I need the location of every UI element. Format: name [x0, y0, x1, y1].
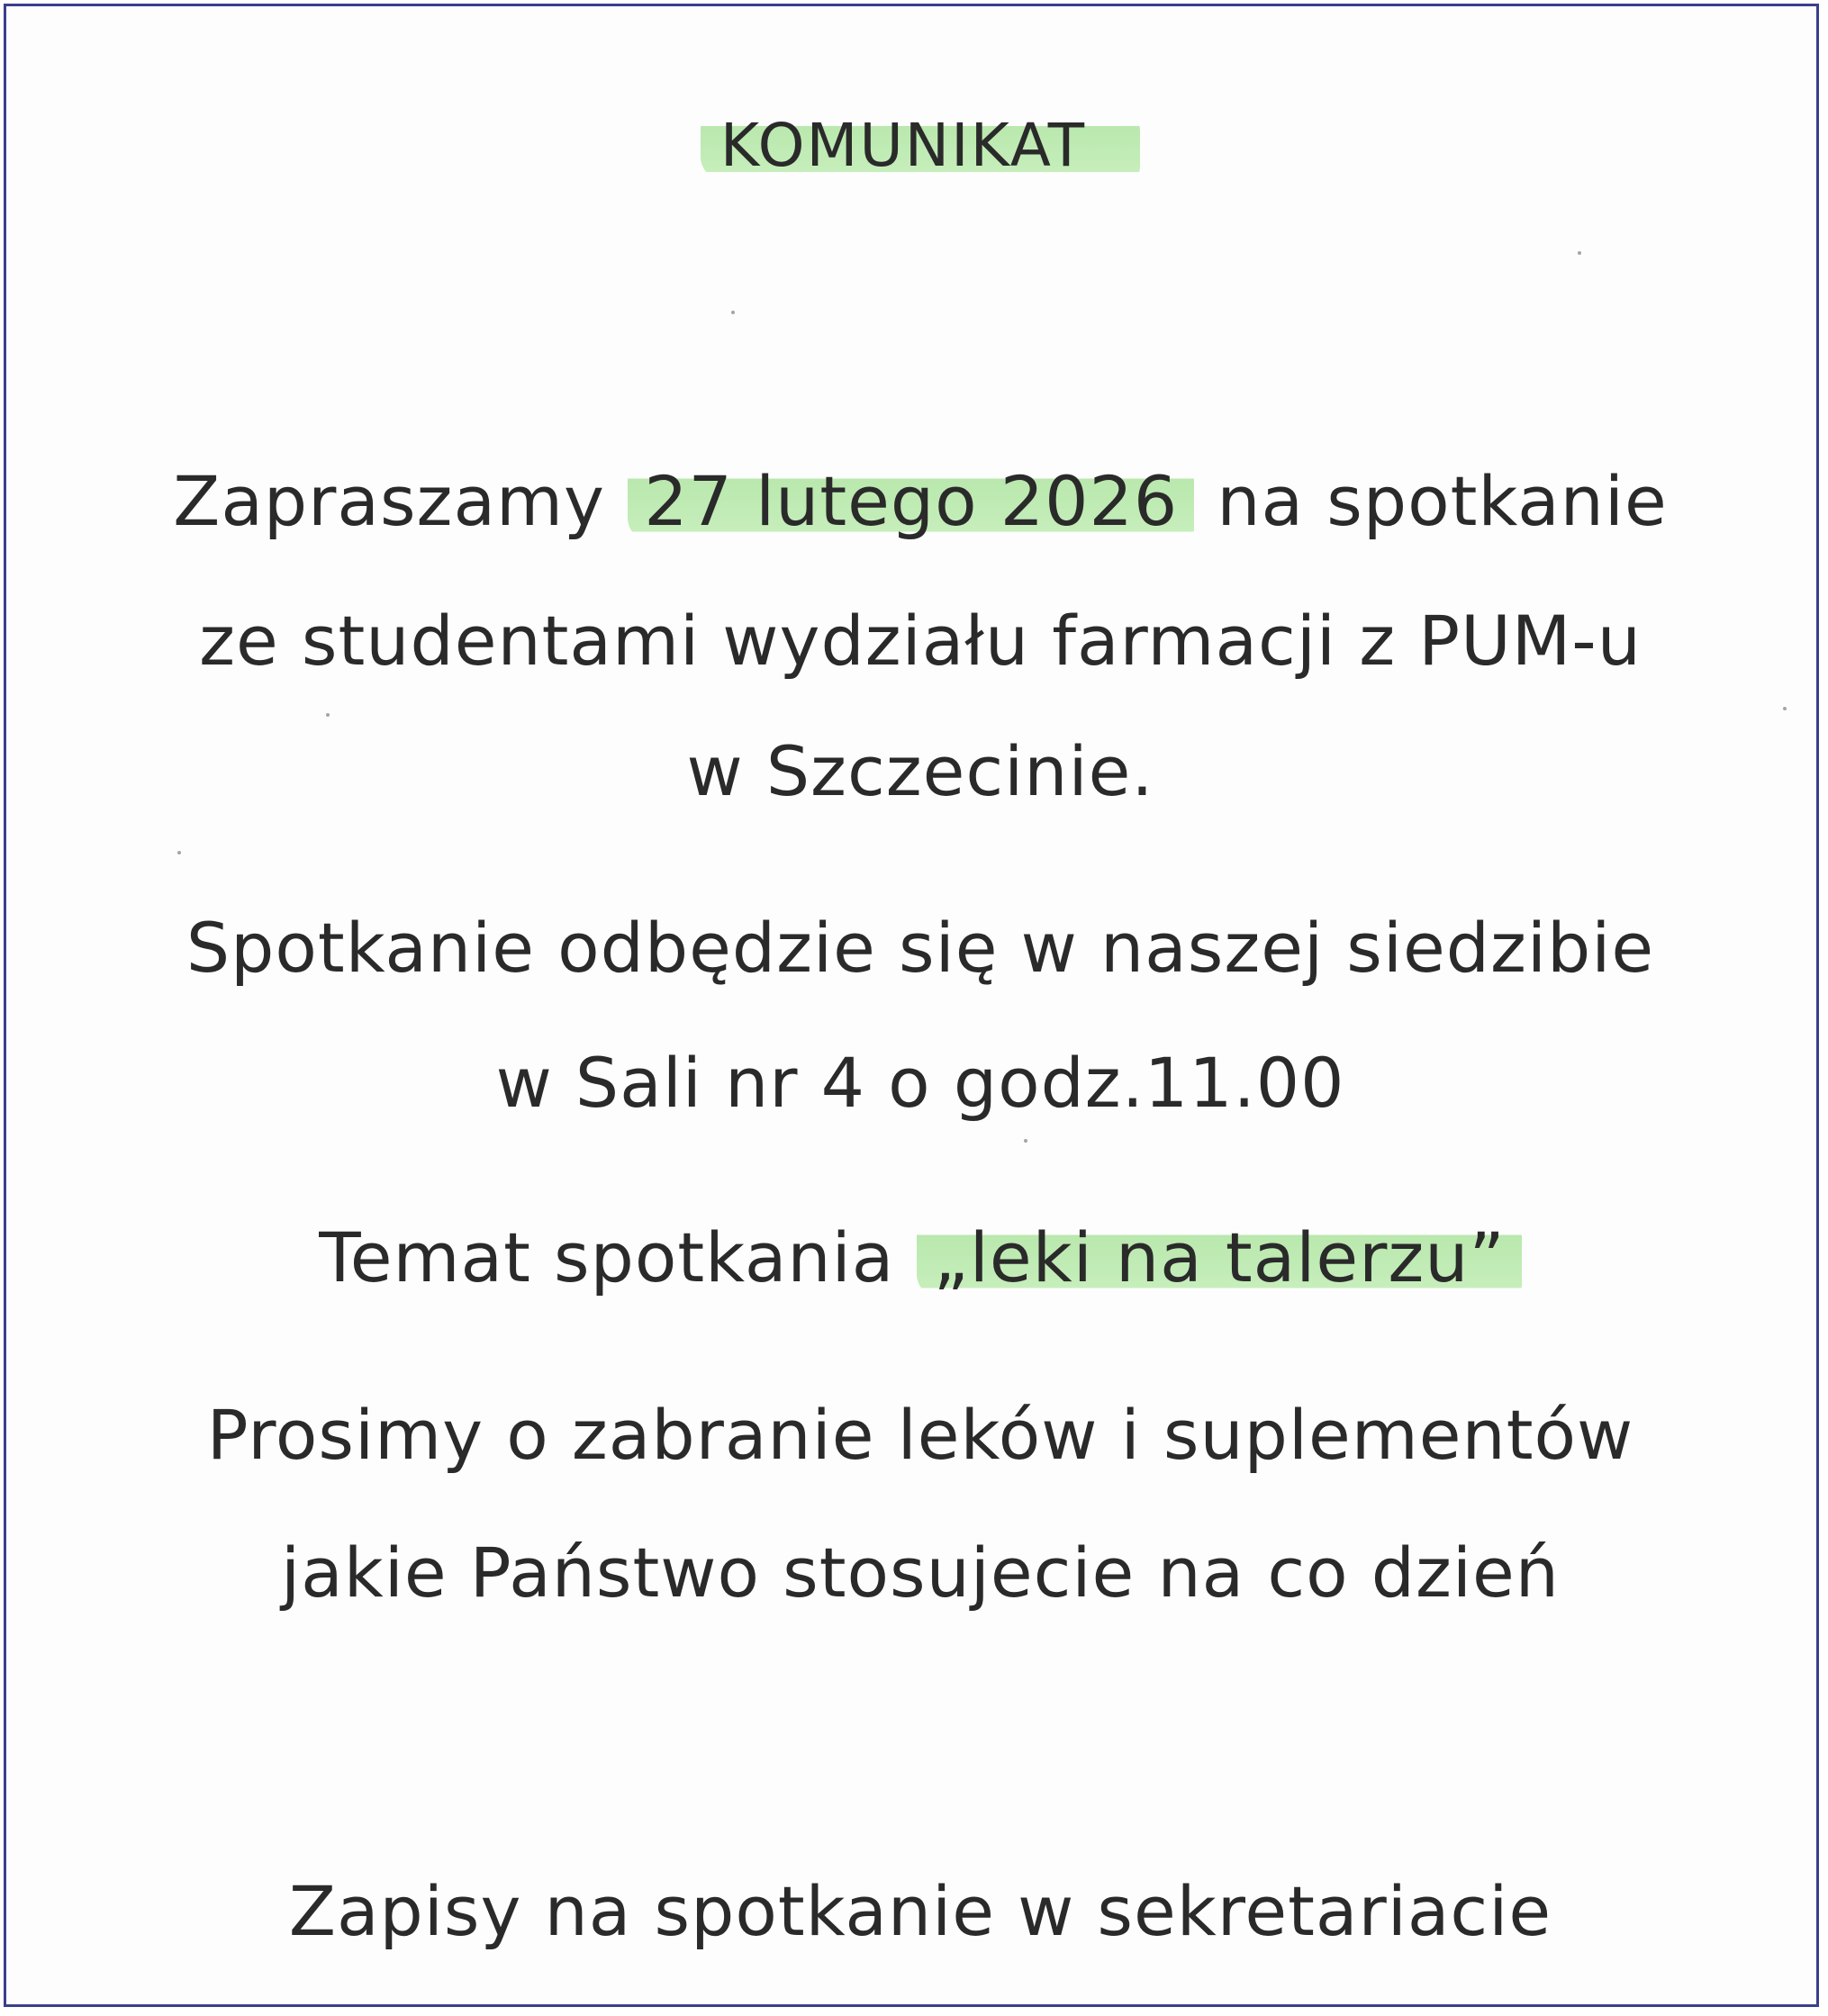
- invitation-suffix: na spotkanie: [1194, 461, 1668, 541]
- topic-line: [6, 1213, 1828, 1303]
- scan-speck: [326, 713, 330, 717]
- meeting-topic: „leki na talerzu”: [917, 1217, 1521, 1297]
- announcement-title-line: [6, 101, 1828, 191]
- scan-speck: [1578, 251, 1581, 255]
- announcement-title: KOMUNIKAT: [701, 111, 1140, 180]
- document-page: [4, 4, 1819, 2007]
- invitation-prefix: Zapraszamy: [173, 461, 629, 541]
- scan-speck: [1783, 707, 1787, 710]
- request-line-2: jakie Państwo stosujecie na co dzień: [281, 1532, 1560, 1613]
- topic-prefix: Temat spotkania: [319, 1217, 918, 1297]
- invitation-line-1: [6, 457, 1828, 547]
- invitation-line-3: w Szczecinie.: [686, 731, 1154, 811]
- location-line-2: w Sali nr 4 o godz.11.00: [495, 1043, 1345, 1123]
- meeting-date: 27 lutego 2026: [628, 461, 1194, 541]
- scan-speck: [177, 851, 181, 854]
- registration-note: Zapisy na spotkanie w sekretariacie: [288, 1871, 1552, 1951]
- request-line-1: Prosimy o zabranie leków i suplementów: [206, 1395, 1634, 1475]
- scan-speck: [1024, 1139, 1027, 1143]
- scan-speck: [731, 311, 735, 314]
- invitation-line-2: ze studentami wydziału farmacji z PUM-u: [199, 601, 1642, 681]
- location-line-1: Spotkanie odbędzie się w naszej siedzibie: [186, 908, 1655, 988]
